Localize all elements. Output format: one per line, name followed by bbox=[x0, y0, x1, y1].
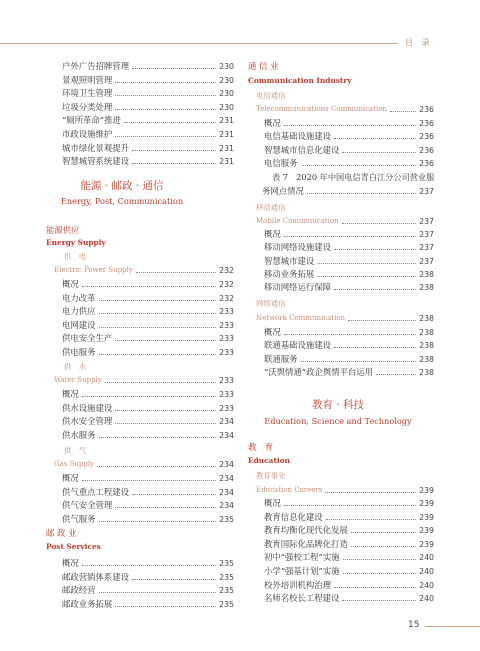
toc-entry-title: 概况 bbox=[62, 473, 79, 483]
heading-education-en: Education bbox=[248, 456, 290, 465]
toc-entry[interactable] bbox=[62, 319, 234, 332]
toc-entry[interactable] bbox=[62, 74, 234, 87]
toc-entry-title: 供气重点工程建设 bbox=[62, 486, 129, 497]
toc-entry-title: 教育均衡化现代化发展 bbox=[264, 525, 348, 536]
toc-entry[interactable] bbox=[62, 584, 234, 597]
toc-entry-page: 239 bbox=[419, 526, 434, 536]
toc-entry[interactable] bbox=[264, 255, 434, 268]
toc-subsection[interactable] bbox=[256, 312, 434, 325]
dot-leader bbox=[301, 165, 417, 166]
toc-entry-page: 240 bbox=[419, 580, 434, 590]
heading-energy-supply: 能源供应 bbox=[46, 225, 80, 235]
dot-leader bbox=[82, 396, 216, 397]
dot-leader bbox=[376, 374, 416, 375]
toc-entry[interactable] bbox=[62, 60, 234, 73]
toc-entry-title: 概况 bbox=[264, 229, 281, 239]
toc-entry-page: 238 bbox=[419, 341, 434, 351]
toc-entry-title: 邮政业务拓展 bbox=[62, 598, 113, 609]
toc-entry-title: 初中“强校工程”实施 bbox=[264, 552, 340, 563]
toc-entry-title: 概况 bbox=[264, 498, 281, 508]
subheading-water: 供 水 bbox=[64, 362, 87, 371]
toc-entry-title: 供电服务 bbox=[62, 346, 96, 357]
dot-leader bbox=[115, 340, 216, 341]
toc-entry[interactable] bbox=[62, 305, 234, 318]
toc-entry-title: 小学“强基计划”实施 bbox=[264, 566, 340, 576]
dot-leader bbox=[115, 507, 216, 508]
toc-entry-page: 233 bbox=[219, 403, 234, 413]
toc-entry-title: Electric Power Supply bbox=[54, 266, 133, 274]
toc-entry-page: 238 bbox=[419, 283, 434, 293]
dot-leader bbox=[351, 532, 416, 533]
toc-entry-title: “沃舆情通”政企舆情平台运用 bbox=[264, 366, 374, 377]
toc-entry[interactable] bbox=[62, 499, 234, 512]
toc-entry[interactable] bbox=[62, 142, 234, 155]
toc-entry[interactable] bbox=[62, 472, 234, 485]
toc-subsection[interactable] bbox=[54, 374, 234, 387]
toc-entry[interactable] bbox=[264, 538, 434, 551]
toc-entry[interactable] bbox=[62, 346, 234, 359]
toc-entry-page: 236 bbox=[419, 119, 434, 128]
toc-entry-title: 供电安全生产 bbox=[62, 333, 113, 343]
dot-leader bbox=[334, 138, 416, 139]
toc-entry-page: 230 bbox=[219, 62, 234, 71]
section-subtitle-edu: Education, Science and Technology bbox=[264, 416, 412, 426]
dot-leader bbox=[284, 236, 416, 237]
toc-entry-page: 235 bbox=[219, 572, 234, 582]
dot-leader bbox=[115, 109, 216, 110]
toc-entry-page: 234 bbox=[219, 474, 234, 483]
toc-entry-page: 233 bbox=[219, 390, 234, 399]
table-note-line1: 表 7 2020 年中国电信青白江分公司营业服 bbox=[272, 172, 435, 182]
subheading-careers: 教育事业 bbox=[256, 471, 286, 480]
toc-entry-title: 供水安全管理 bbox=[62, 416, 113, 426]
toc-entry-title: 电信基础设施建设 bbox=[264, 131, 331, 142]
dot-leader bbox=[82, 565, 216, 566]
toc-entry-title: 名师名校长工程建设 bbox=[264, 593, 340, 604]
toc-entry-title: 移动网络设施建设 bbox=[264, 242, 331, 253]
dot-leader bbox=[132, 163, 216, 164]
toc-entry[interactable] bbox=[264, 497, 434, 510]
toc-entry-title: 移动网络运行保障 bbox=[264, 282, 331, 293]
toc-entry-page: 238 bbox=[419, 367, 434, 377]
toc-entry-page: 240 bbox=[419, 567, 434, 576]
toc-entry-title: 联通服务 bbox=[264, 353, 298, 364]
toc-entry-page: 239 bbox=[419, 499, 434, 508]
toc-entry-page: 237 bbox=[419, 217, 434, 226]
dot-leader bbox=[284, 125, 416, 126]
toc-entry-title: 概况 bbox=[62, 389, 79, 399]
table-note-page: 237 bbox=[419, 187, 434, 196]
toc-entry-title: Water Supply bbox=[54, 376, 102, 384]
dot-leader bbox=[390, 111, 416, 112]
toc-entry-page: 233 bbox=[219, 347, 234, 357]
toc-entry-page: 238 bbox=[419, 328, 434, 337]
section-title-energy: 能源 · 邮政 · 通信 bbox=[80, 180, 164, 192]
toc-entry-title: 移动业务拓展 bbox=[264, 268, 315, 279]
heading-comm: 通 信 业 bbox=[248, 61, 279, 71]
toc-entry[interactable] bbox=[62, 486, 234, 499]
dot-leader bbox=[115, 95, 216, 96]
toc-entry-page: 233 bbox=[219, 307, 234, 316]
heading-education: 教 育 bbox=[248, 442, 274, 452]
toc-entry-page: 238 bbox=[419, 354, 434, 364]
footer-rule bbox=[425, 626, 480, 627]
toc-entry-page: 237 bbox=[419, 243, 434, 253]
dot-leader bbox=[115, 410, 216, 411]
toc-entry-page: 234 bbox=[219, 487, 234, 497]
toc-entry[interactable] bbox=[62, 388, 234, 401]
dot-leader bbox=[132, 68, 216, 69]
dot-leader bbox=[115, 606, 216, 607]
toc-entry[interactable] bbox=[264, 228, 434, 241]
toc-entry-title: 电网建设 bbox=[62, 319, 96, 330]
dot-leader bbox=[334, 249, 416, 250]
toc-entry-page: 235 bbox=[219, 559, 234, 568]
dot-leader bbox=[99, 313, 217, 314]
dot-leader bbox=[82, 286, 216, 287]
toc-entry[interactable] bbox=[62, 513, 234, 526]
toc-subsection[interactable] bbox=[54, 458, 234, 471]
subheading-power: 供 电 bbox=[64, 252, 87, 261]
toc-entry-title: Network Communication bbox=[256, 314, 346, 322]
toc-entry[interactable] bbox=[62, 128, 234, 141]
dot-leader bbox=[115, 136, 216, 137]
toc-entry[interactable] bbox=[62, 429, 234, 442]
heading-energy-supply-en: Energy Supply bbox=[46, 238, 106, 247]
toc-entry-title: 概况 bbox=[62, 558, 79, 568]
toc-entry-title: 邮政营销体系建设 bbox=[62, 571, 129, 582]
toc-entry-title: Gas Supply bbox=[54, 460, 95, 468]
toc-entry-page: 236 bbox=[419, 105, 434, 114]
subheading-gas: 供 气 bbox=[64, 446, 87, 455]
toc-entry-page: 231 bbox=[219, 157, 234, 167]
toc-entry[interactable] bbox=[264, 326, 434, 339]
heading-post: 邮 政 业 bbox=[46, 528, 77, 538]
toc-entry[interactable] bbox=[264, 592, 434, 605]
heading-comm-en: Communication Industry bbox=[248, 76, 352, 85]
toc-entry-page: 237 bbox=[419, 256, 434, 266]
toc-entry-title: 智慧城市信息化建设 bbox=[264, 144, 340, 155]
toc-entry[interactable] bbox=[264, 281, 434, 294]
dot-leader bbox=[326, 519, 416, 520]
dot-leader bbox=[348, 320, 416, 321]
toc-entry-title: 环境卫生管理 bbox=[62, 88, 113, 99]
toc-entry[interactable] bbox=[62, 87, 234, 100]
subheading-network: 网络通信 bbox=[256, 299, 286, 308]
toc-entry-page: 239 bbox=[419, 539, 434, 549]
toc-entry-title: 城市绿化景观提升 bbox=[62, 142, 129, 153]
toc-entry-title: 供水设施建设 bbox=[62, 402, 113, 413]
toc-entry-page: 236 bbox=[419, 132, 434, 142]
toc-entry[interactable] bbox=[264, 339, 434, 352]
toc-entry-title: 景观照明管理 bbox=[62, 74, 113, 85]
toc-entry-title: 教育国际化品牌化打造 bbox=[264, 538, 348, 549]
dot-leader bbox=[317, 276, 416, 277]
dot-leader bbox=[343, 573, 417, 574]
subheading-telecom: 电信通信 bbox=[256, 91, 286, 100]
header-label: 目 录 bbox=[405, 38, 433, 47]
dot-leader bbox=[99, 327, 217, 328]
dot-leader bbox=[99, 521, 217, 522]
toc-entry-page: 236 bbox=[419, 158, 434, 168]
dot-leader bbox=[343, 559, 417, 560]
toc-entry-page: 238 bbox=[419, 314, 434, 323]
toc-entry[interactable] bbox=[264, 579, 434, 592]
toc-entry-title: 电力改革 bbox=[62, 292, 96, 303]
dot-leader bbox=[132, 150, 216, 151]
toc-entry[interactable] bbox=[264, 551, 434, 564]
toc-entry-title: 垃圾分类处理 bbox=[62, 101, 113, 112]
dot-leader bbox=[351, 546, 416, 547]
toc-entry[interactable] bbox=[264, 241, 434, 254]
toc-entry-title: 供气安全管理 bbox=[62, 500, 113, 510]
toc-entry[interactable] bbox=[62, 114, 234, 127]
toc-entry-page: 231 bbox=[219, 130, 234, 139]
toc-entry-page: 235 bbox=[219, 599, 234, 609]
dot-leader bbox=[342, 223, 416, 224]
toc-entry-title: 电信服务 bbox=[264, 157, 298, 168]
dot-leader bbox=[334, 289, 416, 290]
dot-leader bbox=[132, 494, 216, 495]
dot-leader bbox=[99, 300, 217, 301]
toc-entry[interactable] bbox=[62, 402, 234, 415]
toc-entry[interactable] bbox=[264, 130, 434, 143]
toc-entry-title: 供水服务 bbox=[62, 429, 96, 440]
toc-entry[interactable] bbox=[264, 353, 434, 366]
toc-subsection[interactable] bbox=[256, 484, 434, 497]
subheading-mobile: 移动通信 bbox=[256, 203, 286, 212]
toc-entry-title: 联通基础设施建设 bbox=[264, 340, 331, 351]
dot-leader bbox=[334, 347, 416, 348]
toc-entry-page: 234 bbox=[219, 501, 234, 510]
dot-leader bbox=[334, 587, 416, 588]
toc-entry[interactable] bbox=[62, 557, 234, 570]
toc-entry-page: 234 bbox=[219, 430, 234, 440]
table-note-row[interactable] bbox=[262, 185, 434, 198]
toc-entry-title: 邮政经营 bbox=[62, 585, 96, 595]
toc-entry[interactable] bbox=[264, 268, 434, 281]
toc-entry-page: 234 bbox=[219, 460, 234, 469]
toc-entry[interactable] bbox=[264, 524, 434, 537]
dot-leader bbox=[284, 334, 416, 335]
dot-leader bbox=[105, 382, 216, 383]
dot-leader bbox=[325, 492, 416, 493]
dot-leader bbox=[99, 354, 217, 355]
toc-entry[interactable] bbox=[62, 101, 234, 114]
toc-entry-title: 教育信息化建设 bbox=[264, 511, 323, 522]
toc-subsection[interactable] bbox=[54, 264, 234, 277]
toc-entry[interactable] bbox=[62, 292, 234, 305]
toc-entry[interactable] bbox=[62, 332, 234, 345]
toc-entry[interactable] bbox=[62, 598, 234, 611]
toc-entry-page: 233 bbox=[219, 320, 234, 330]
toc-entry[interactable] bbox=[264, 366, 434, 379]
table-note-line2: 务网点情况 bbox=[262, 186, 304, 196]
section-subtitle-energy: Energy, Post, Communication bbox=[60, 196, 184, 206]
toc-entry-page: 236 bbox=[419, 145, 434, 155]
toc-entry-title: 校外培训机构治理 bbox=[264, 579, 331, 590]
toc-entry-page: 230 bbox=[219, 102, 234, 112]
dot-leader bbox=[132, 579, 216, 580]
toc-entry-page: 239 bbox=[419, 512, 434, 522]
dot-leader bbox=[124, 122, 216, 123]
toc-entry[interactable] bbox=[264, 157, 434, 170]
toc-entry[interactable] bbox=[264, 511, 434, 524]
toc-entry-title: 市政设施维护 bbox=[62, 129, 113, 139]
dot-leader bbox=[284, 505, 416, 506]
toc-entry-page: 230 bbox=[219, 89, 234, 99]
dot-leader bbox=[342, 152, 416, 153]
toc-subsection[interactable] bbox=[256, 215, 434, 228]
section-title-edu: 教育 · 科技 bbox=[311, 399, 364, 411]
dot-leader bbox=[115, 82, 216, 83]
toc-entry-page: 230 bbox=[219, 75, 234, 85]
toc-entry-page: 232 bbox=[219, 293, 234, 303]
toc-subsection[interactable] bbox=[256, 103, 434, 116]
toc-entry-title: 户外广告招牌管理 bbox=[62, 61, 129, 71]
toc-entry-page: 233 bbox=[219, 376, 234, 385]
toc-entry-page: 239 bbox=[419, 486, 434, 495]
toc-entry-title: 概况 bbox=[62, 279, 79, 289]
toc-entry[interactable] bbox=[62, 155, 234, 168]
toc-entry-title: 概况 bbox=[264, 118, 281, 128]
toc-entry-title: “厕所革命”推进 bbox=[62, 115, 121, 126]
page-number: 15 bbox=[408, 620, 420, 630]
dot-leader bbox=[99, 592, 217, 593]
toc-entry-title: 电力供应 bbox=[62, 306, 96, 316]
toc-entry-title: 智慧城市建设 bbox=[264, 255, 315, 266]
toc-entry-page: 235 bbox=[219, 586, 234, 595]
dot-leader bbox=[99, 437, 217, 438]
dot-leader bbox=[342, 600, 416, 601]
toc-entry[interactable] bbox=[62, 415, 234, 428]
toc-entry-page: 231 bbox=[219, 143, 234, 153]
toc-entry-page: 235 bbox=[219, 514, 234, 524]
dot-leader bbox=[115, 423, 216, 424]
toc-entry-page: 237 bbox=[419, 230, 434, 239]
toc-entry-page: 234 bbox=[219, 417, 234, 426]
toc-entry[interactable] bbox=[264, 144, 434, 157]
dot-leader bbox=[317, 263, 416, 264]
toc-entry[interactable] bbox=[264, 117, 434, 130]
toc-entry-page: 232 bbox=[219, 280, 234, 289]
toc-entry-title: 概况 bbox=[264, 327, 281, 337]
toc-entry-title: Telecommunications Communication bbox=[256, 105, 387, 113]
toc-entry-page: 233 bbox=[219, 334, 234, 343]
toc-entry-title: Mobile Communication bbox=[256, 217, 339, 225]
toc-entry-page: 240 bbox=[419, 553, 434, 563]
toc-entry[interactable] bbox=[62, 278, 234, 291]
toc-entry[interactable] bbox=[264, 565, 434, 578]
heading-post-en: Post Services bbox=[46, 542, 101, 551]
dot-leader bbox=[136, 272, 216, 273]
dot-leader bbox=[82, 480, 216, 481]
toc-entry-title: 供气服务 bbox=[62, 513, 96, 524]
toc-entry-title: Education Careers bbox=[256, 486, 323, 494]
dot-leader bbox=[97, 466, 216, 467]
toc-entry-page: 240 bbox=[419, 594, 434, 604]
header-rule bbox=[0, 43, 398, 44]
toc-entry-title: 智慧城管系统建设 bbox=[62, 156, 129, 167]
toc-entry-page: 232 bbox=[219, 266, 234, 275]
toc-entry[interactable] bbox=[62, 571, 234, 584]
toc-entry-page: 238 bbox=[419, 269, 434, 279]
toc-entry-page: 231 bbox=[219, 116, 234, 126]
dot-leader bbox=[301, 361, 417, 362]
